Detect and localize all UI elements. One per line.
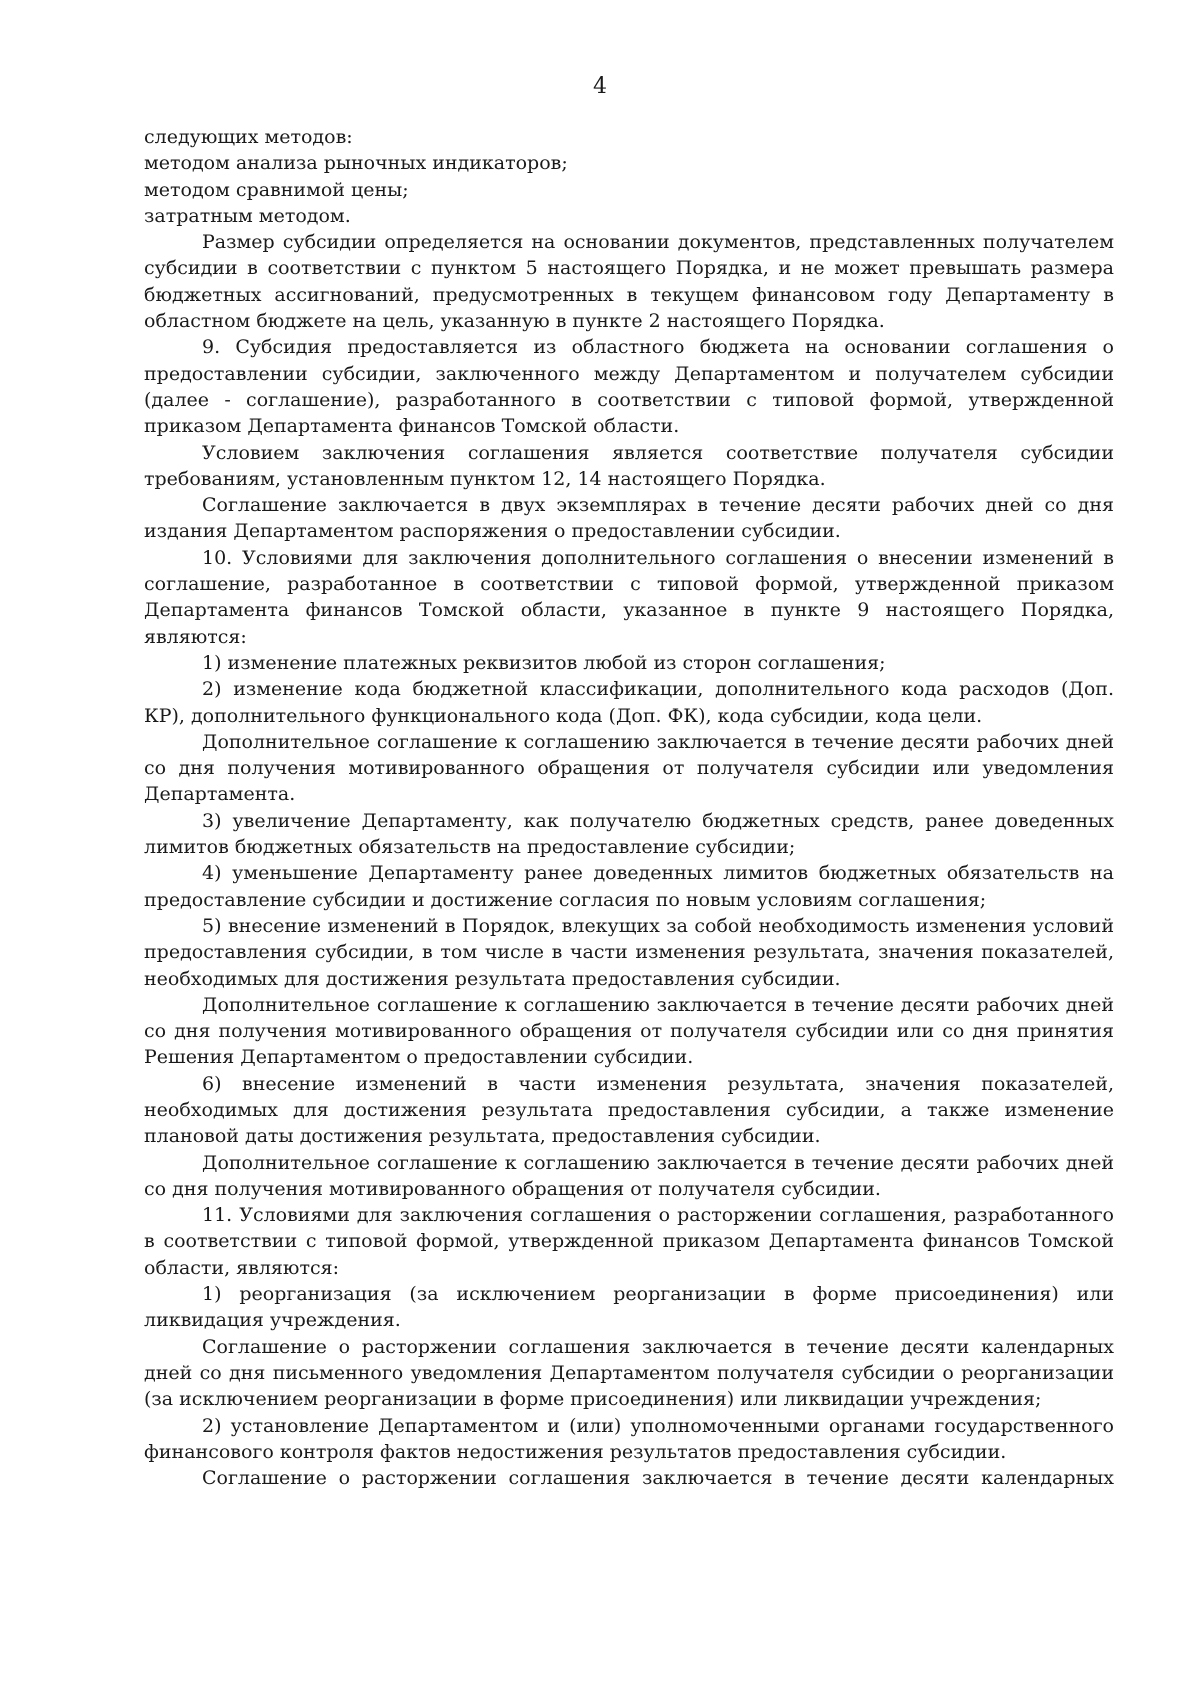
paragraph: Условием заключения соглашения является соответствие получателя субсидии требованиям, установленным пунктом 12, 14 настоящего Порядка. — [144, 441, 1114, 490]
paragraph: Соглашение заключается в двух экземплярах в течение десяти рабочих дней со дня издания Департаментом распоряжения о предоставлении субсидии. — [144, 494, 1114, 543]
paragraph: 11. Условиями для заключения соглашения о расторжении соглашения, разработанного в соответствии с типовой формой, утвержденной приказом Департамента финансов Томской области, являются: — [144, 1204, 1114, 1279]
paragraph: 1) изменение платежных реквизитов любой из сторон соглашения; — [202, 651, 886, 674]
paragraph: 2) изменение кода бюджетной классификации, дополнительного кода расходов (Доп. КР), дополнительного функционального кода (Доп. ФК), кода субсидии, кода цели. — [144, 678, 1114, 727]
paragraph: 5) внесение изменений в Порядок, влекущих за собой необходимость изменения условий предоставления субсидии, в том числе в части изменения результата, значения показателей, необходимых для достижения результата предоставления субсидии. — [144, 914, 1114, 990]
paragraph: 1) реорганизация (за исключением реорганизации в форме присоединения) или ликвидация учреждения. — [144, 1283, 1114, 1332]
paragraph: Дополнительное соглашение к соглашению заключается в течение десяти рабочих дней со дня получения мотивированного обращения от получателя субсидии или со дня принятия Решения Департаментом о предоставлении субсидии. — [144, 993, 1114, 1069]
paragraph: методом анализа рыночных индикаторов; — [144, 152, 568, 175]
document-body — [144, 124, 1114, 1491]
paragraph: Дополнительное соглашение к соглашению заключается в течение десяти рабочих дней со дня получения мотивированного обращения от получателя субсидии. — [144, 1151, 1114, 1200]
paragraph: 10. Условиями для заключения дополнительного соглашения о внесении изменений в соглашение, разработанное в соответствии с типовой формой, утвержденной приказом Департамента финансов Томской области, указанное в пункте 9 настоящего Порядка, являются: — [144, 546, 1114, 648]
paragraph: 2) установление Департаментом и (или) уполномоченными органами государственного финансового контроля фактов недостижения результатов предоставления субсидии. — [144, 1414, 1114, 1463]
paragraph: 4) уменьшение Департаменту ранее доведенных лимитов бюджетных обязательств на предоставление субсидии и достижение согласия по новым условиям соглашения; — [144, 862, 1114, 911]
paragraph: 6) внесение изменений в части изменения результата, значения показателей, необходимых для достижения результата предоставления субсидии, а также изменение плановой даты достижения результата, предоставления субсидии. — [144, 1072, 1114, 1148]
paragraph: Соглашение о расторжении соглашения заключается в течение десяти календарных дней со дня письменного уведомления Департаментом получателя субсидии о реорганизации (за исключением реорганизации в форме присоединения) или ликвидации учреждения; — [144, 1335, 1114, 1411]
paragraph: Дополнительное соглашение к соглашению заключается в течение десяти рабочих дней со дня получения мотивированного обращения от получателя субсидии или уведомления Департамента. — [144, 730, 1114, 806]
paragraph: Соглашение о расторжении соглашения заключается в течение десяти календарных — [202, 1467, 1114, 1490]
paragraph: затратным методом. — [144, 204, 351, 227]
paragraph: 3) увеличение Департаменту, как получателю бюджетных средств, ранее доведенных лимитов бюджетных обязательств на предоставление субсидии; — [144, 809, 1114, 859]
paragraph: Размер субсидии определяется на основании документов, представленных получателем субсидии в соответствии с пунктом 5 настоящего Порядка, и не может превышать размера бюджетных ассигнований, предусмотренных в текущем финансовом году Департаменту в областном бюджете на цель, указанную в пункте 2 настоящего Порядка. — [144, 231, 1114, 333]
paragraph: методом сравнимой цены; — [144, 178, 409, 201]
paragraph: следующих методов: — [144, 126, 353, 148]
paragraph: 9. Субсидия предоставляется из областного бюджета на основании соглашения о предоставлении субсидии, заключенного между Департаментом и получателем субсидии (далее - соглашение), разработанного в соответствии с типовой формой, утвержденной приказом Департамента финансов Томской области. — [144, 336, 1114, 438]
page-number: 4 — [593, 74, 607, 99]
